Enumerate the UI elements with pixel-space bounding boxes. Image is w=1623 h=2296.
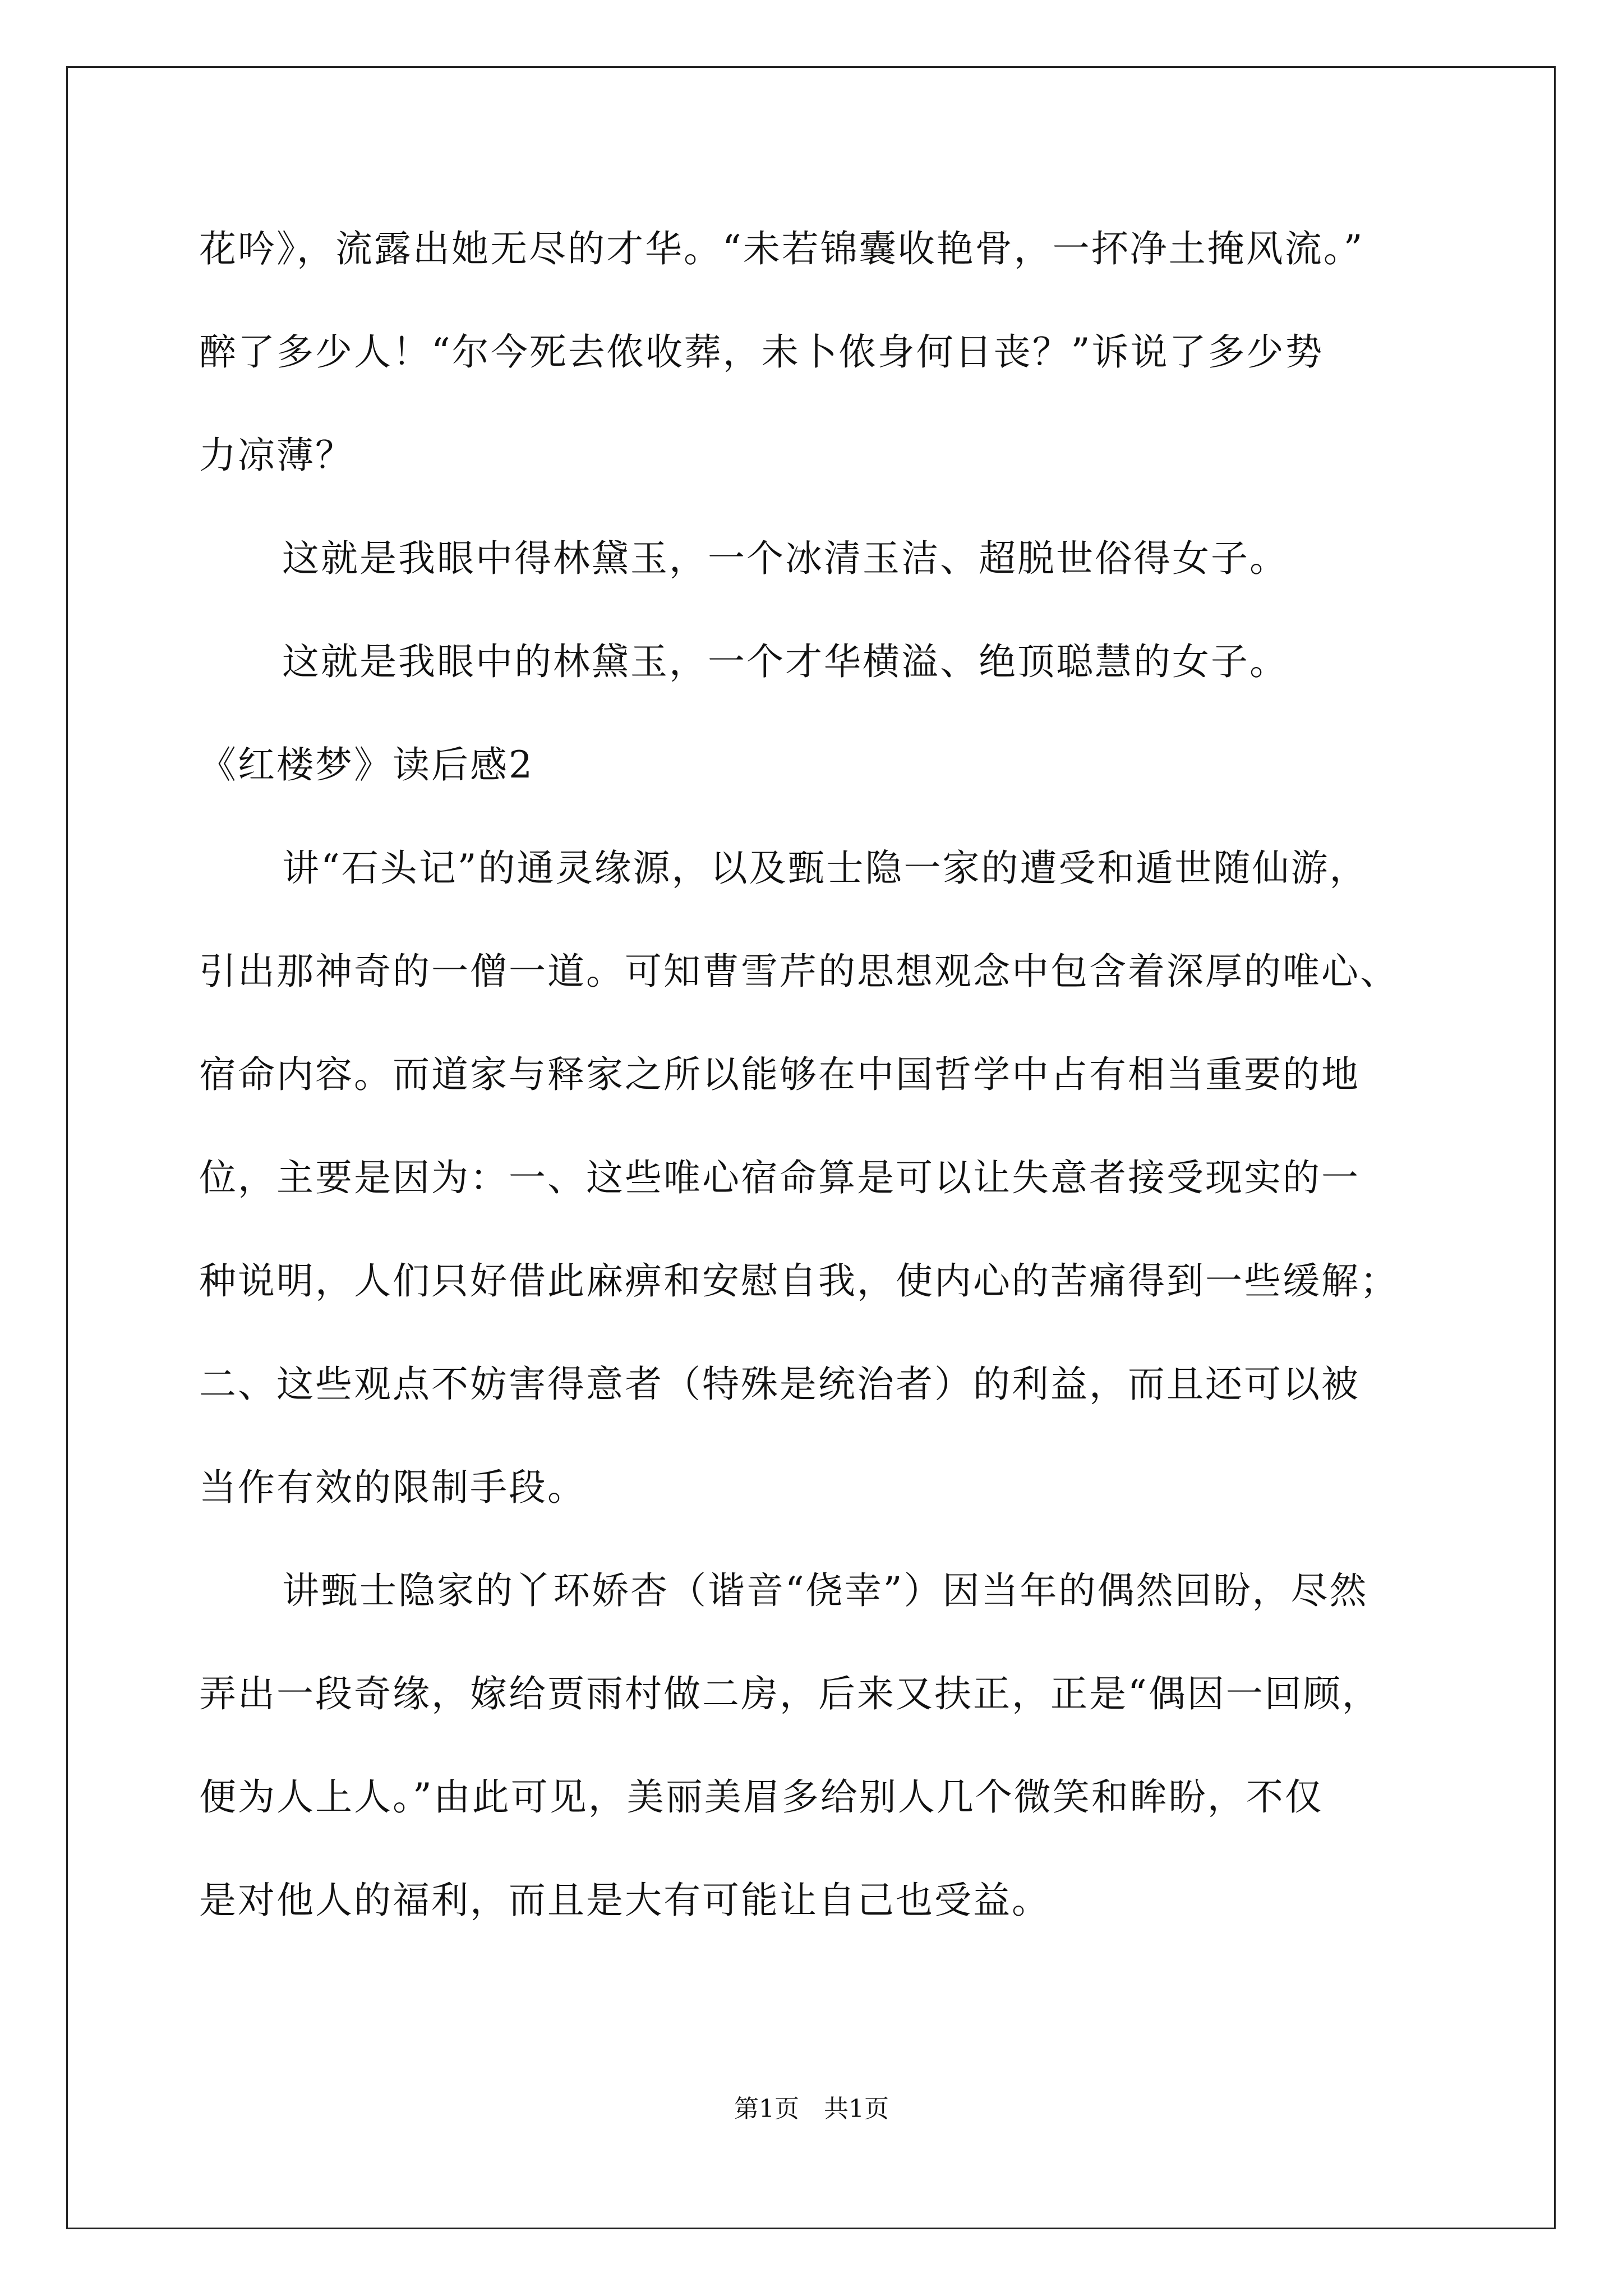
paragraph-line: 这就是我眼中得林黛玉，一个冰清玉洁、超脱世俗得女子。	[282, 537, 1288, 580]
paragraph-line: 讲“石头记”的通灵缘源，以及甄士隐一家的遭受和遁世随仙游，	[282, 846, 1368, 890]
page-number-footer: 第1页 共1页	[734, 2095, 889, 2123]
paragraph-line: 这就是我眼中的林黛玉，一个才华横溢、绝顶聪慧的女子。	[282, 640, 1288, 683]
text-line: 种说明，人们只好借此麻痹和安慰自我，使内心的苦痛得到一些缓解；	[199, 1259, 1399, 1303]
paragraph-line: 讲甄士隐家的丫环娇杏（谐音“侥幸”）因当年的偶然回盼，尽然	[282, 1569, 1368, 1612]
text-line: 弄出一段奇缘，嫁给贾雨村做二房，后来又扶正，正是“偶因一回顾，	[199, 1672, 1381, 1715]
text-line: 力凉薄？	[199, 434, 354, 477]
text-line: 位，主要是因为：一、这些唯心宿命算是可以让失意者接受现实的一	[199, 1156, 1360, 1199]
text-line: 引出那神奇的一僧一道。可知曹雪芹的思想观念中包含着深厚的唯心、	[199, 950, 1399, 993]
document-body	[199, 197, 1472, 1952]
text-line: 花吟》，流露出她无尽的才华。“未若锦囊收艳骨，一抔净土掩风流。”	[199, 227, 1364, 270]
text-line: 当作有效的限制手段。	[199, 1466, 586, 1509]
text-line: 是对他人的福利，而且是大有可能让自己也受益。	[199, 1879, 1050, 1922]
text-line: 便为人上人。”由此可见，美丽美眉多给别人几个微笑和眸盼，不仅	[199, 1775, 1324, 1819]
section-heading: 《红楼梦》读后感2	[199, 743, 534, 786]
text-line: 宿命内容。而道家与释家之所以能够在中国哲学中占有相当重要的地	[199, 1053, 1360, 1096]
text-line: 醉了多少人！“尔今死去侬收葬，未卜侬身何日丧？”诉说了多少势	[199, 330, 1324, 374]
text-line: 二、这些观点不妨害得意者（特殊是统治者）的利益，而且还可以被	[199, 1363, 1360, 1406]
